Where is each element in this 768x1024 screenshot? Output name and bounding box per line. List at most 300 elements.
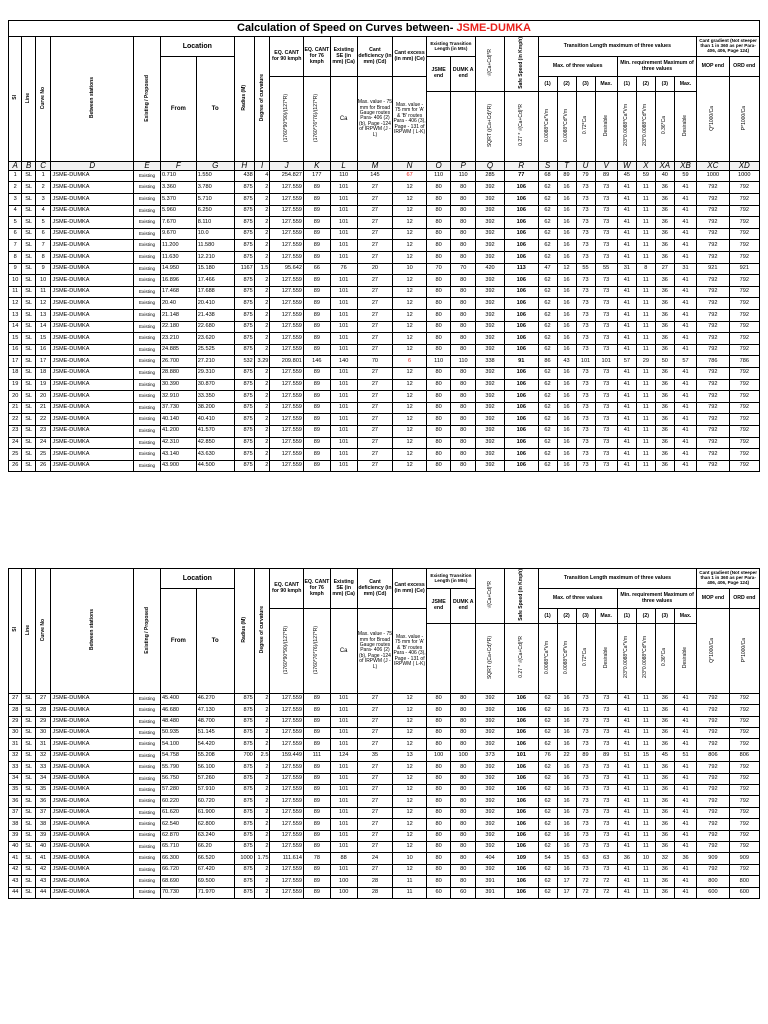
table-cell: 36 (655, 425, 674, 437)
table-cell: 80 (426, 182, 451, 194)
table-cell: SL (22, 228, 35, 240)
table-cell: 127.559 (270, 819, 304, 830)
table-cell: 792 (697, 367, 729, 379)
table-cell: 73 (576, 841, 595, 852)
col-line-header: Line (25, 624, 32, 635)
table-cell: 127.559 (270, 762, 304, 773)
col-location-header: Location (182, 575, 212, 582)
table-cell: 80 (451, 762, 476, 773)
table-cell: 27 (357, 773, 393, 784)
table-cell: 127.559 (270, 217, 304, 229)
table-cell: 41 (617, 217, 636, 229)
table-cell: 792 (697, 217, 729, 229)
table-cell: 101 (330, 693, 357, 704)
table-cell: 11 (636, 310, 655, 322)
title-prefix: Calculation of Speed on Curves between- (237, 22, 454, 34)
table-cell: 27 (357, 217, 393, 229)
table-cell: 73 (576, 310, 595, 322)
table-cell: 392 (475, 414, 504, 426)
table-cell: 41 (674, 379, 696, 391)
table-row (9, 841, 760, 852)
table-cell: 7 (35, 240, 51, 252)
table-cell: 41 (617, 344, 636, 356)
col-mop-header: MOP end (701, 594, 725, 601)
col-translen-header: Transition Length maximum of three values (563, 42, 671, 49)
table-cell: Existing (134, 217, 161, 229)
column-letter: K (303, 161, 330, 170)
table-cell: 127.559 (270, 379, 304, 391)
col-ord-header: ORD end (733, 594, 756, 601)
table-cell: 11 (636, 841, 655, 852)
table-cell: 792 (729, 217, 759, 229)
col-cenote-header: Max. value - 75 mm for 'A' & 'B' routes Para - 406 (3), Page - 131 of IRPWM ( L-K) (393, 633, 426, 667)
table-cell: 2 (254, 286, 270, 298)
table-cell: 100 (451, 750, 476, 761)
table-cell: 2 (254, 240, 270, 252)
table-cell: Existing (134, 170, 161, 182)
table-cell: 921 (729, 263, 759, 275)
table-cell: 62.800 (196, 819, 234, 830)
table-row (9, 367, 760, 379)
table-cell: 41 (674, 240, 696, 252)
table-cell: SL (22, 182, 35, 194)
table-cell: 73 (576, 275, 595, 287)
column-letter: F (160, 161, 196, 170)
table-cell: 89 (303, 705, 330, 716)
table-cell: 73 (576, 819, 595, 830)
table-cell: 7 (9, 240, 22, 252)
table-cell: 875 (234, 876, 254, 887)
table-cell: 875 (234, 796, 254, 807)
table-cell: 73 (576, 217, 595, 229)
table-cell: 73 (576, 449, 595, 461)
table-cell: 106 (505, 414, 539, 426)
table-cell: 100 (330, 876, 357, 887)
table-cell: 89 (303, 379, 330, 391)
table-cell: 27 (357, 182, 393, 194)
table-cell: 73 (576, 333, 595, 345)
table-cell: 78 (303, 853, 330, 864)
column-letter: U (576, 161, 595, 170)
table-cell: 101 (330, 728, 357, 739)
table-cell: 36 (655, 310, 674, 322)
table-cell: JSME-DUMKA (51, 887, 134, 898)
table-cell: 79 (576, 170, 595, 182)
table-cell: 60.220 (160, 796, 196, 807)
table-cell: 392 (475, 333, 504, 345)
column-letter: T (557, 161, 576, 170)
table-cell: 32 (655, 853, 674, 864)
table-cell: 11 (636, 240, 655, 252)
header-label: 0.72*Ca (582, 648, 589, 667)
table-cell: 80 (426, 785, 451, 796)
col-f90-header: (1760*90*90)/(127*R) (283, 94, 290, 143)
table-cell: 44 (35, 887, 51, 898)
table-cell: JSME-DUMKA (51, 182, 134, 194)
col-speedf-header: 0.27 * √(Ca+Cd)*R (517, 636, 524, 679)
table-cell: 42.310 (160, 437, 196, 449)
table-cell: 28 (357, 876, 393, 887)
table-cell: 73 (595, 391, 617, 403)
table-cell: 89 (303, 841, 330, 852)
table-cell: 12 (393, 728, 427, 739)
table-cell: 73 (576, 321, 595, 333)
table-cell: 19 (35, 379, 51, 391)
table-cell: 73 (595, 830, 617, 841)
table-cell: 101 (330, 402, 357, 414)
table-cell: 792 (697, 716, 729, 727)
table-cell: Existing (134, 205, 161, 217)
table-cell: 11 (636, 333, 655, 345)
table-cell: 2 (254, 228, 270, 240)
table-cell: JSME-DUMKA (51, 286, 134, 298)
header-label: 0.36*Ca (661, 116, 668, 135)
table-cell: Existing (134, 252, 161, 264)
table-cell: 73 (576, 182, 595, 194)
table-cell: 89 (303, 286, 330, 298)
table-cell: 209.801 (270, 356, 304, 368)
table-cell: 12 (393, 194, 427, 206)
table-cell: 110 (451, 170, 476, 182)
table-cell: 392 (475, 182, 504, 194)
table-cell: 875 (234, 830, 254, 841)
table-cell: SL (22, 762, 35, 773)
table-cell: 875 (234, 333, 254, 345)
table-cell: 80 (426, 460, 451, 472)
table-cell: 127.559 (270, 286, 304, 298)
table-cell: 3 (9, 194, 22, 206)
table-cell: 16 (557, 425, 576, 437)
table-cell: 106 (505, 252, 539, 264)
table-cell: 62 (538, 716, 557, 727)
table-cell: JSME-DUMKA (51, 460, 134, 472)
table-cell: 127.559 (270, 298, 304, 310)
table-cell: 12 (393, 402, 427, 414)
col-cd-header: Cant deficiency (in mm) (Cd) (358, 579, 392, 597)
table-cell: 17 (35, 356, 51, 368)
table-cell: 80 (451, 705, 476, 716)
column-letter: L (330, 161, 357, 170)
table-row (9, 344, 760, 356)
table-cell: 89 (303, 887, 330, 898)
table-cell: 875 (234, 762, 254, 773)
table-cell: SL (22, 864, 35, 875)
table-cell: JSME-DUMKA (51, 693, 134, 704)
table-cell: 73 (576, 739, 595, 750)
table-cell: SL (22, 298, 35, 310)
table-row (9, 876, 760, 887)
table-row (9, 425, 760, 437)
table-cell: 36 (655, 705, 674, 716)
table-cell: 80 (426, 864, 451, 875)
table-row (9, 449, 760, 461)
table-cell: 921 (697, 263, 729, 275)
table-cell: 80 (426, 205, 451, 217)
table-cell: 392 (475, 298, 504, 310)
col-speed-header: Safe Speed (in Kmph) (517, 569, 524, 621)
table-cell: 41 (617, 333, 636, 345)
table-cell: 106 (505, 425, 539, 437)
table-cell: 73 (595, 437, 617, 449)
table-cell: 2 (254, 773, 270, 784)
table-cell: 875 (234, 425, 254, 437)
table-cell: 41 (617, 298, 636, 310)
table-cell: 11 (636, 425, 655, 437)
col-f76-header: (1760*76*76)/(127*R) (313, 94, 320, 143)
header-label: Desirable (681, 114, 688, 136)
col-radius-header: Radius (M) (240, 85, 247, 111)
table-cell: 73 (595, 819, 617, 830)
table-cell: 792 (697, 762, 729, 773)
table-cell: 106 (505, 876, 539, 887)
table-cell: 127.559 (270, 785, 304, 796)
header-label: (1) (544, 80, 551, 87)
table-cell: 792 (697, 841, 729, 852)
table-cell: 101 (330, 830, 357, 841)
table-cell: 71.970 (196, 887, 234, 898)
table-cell: 106 (505, 333, 539, 345)
table-cell: 61.900 (196, 807, 234, 818)
table-cell: 12 (393, 367, 427, 379)
table-cell: JSME-DUMKA (51, 356, 134, 368)
table-cell: 600 (697, 887, 729, 898)
table-cell: 40 (35, 841, 51, 852)
table-cell: 786 (729, 356, 759, 368)
table-cell: 89 (303, 252, 330, 264)
table-cell: 89 (303, 310, 330, 322)
table-cell: 875 (234, 379, 254, 391)
table-cell: 41 (617, 414, 636, 426)
table-cell: 875 (234, 217, 254, 229)
curve-speed-table (8, 20, 760, 472)
table-cell: 80 (426, 298, 451, 310)
table-cell: 792 (697, 298, 729, 310)
table-cell: 12 (393, 739, 427, 750)
table-row (9, 321, 760, 333)
table-cell: 16 (35, 344, 51, 356)
table-cell: 36 (655, 739, 674, 750)
table-cell: 2 (254, 275, 270, 287)
col-existing-header: Existing / Proposed (143, 606, 150, 654)
table-row (9, 310, 760, 322)
table-cell: 62 (538, 819, 557, 830)
table-cell: 792 (697, 819, 729, 830)
table-cell: 62 (538, 705, 557, 716)
table-cell: 35 (9, 785, 22, 796)
table-cell: 73 (576, 344, 595, 356)
table-cell: 792 (697, 705, 729, 716)
table-cell: 23 (35, 425, 51, 437)
header-label: 0.0088*Cd*Vm (563, 640, 570, 674)
table-cell: 11 (636, 773, 655, 784)
table-cell: SL (22, 728, 35, 739)
table-cell: 89 (303, 217, 330, 229)
table-cell: 36 (655, 807, 674, 818)
table-cell: 12 (393, 205, 427, 217)
table-cell: 438 (234, 170, 254, 182)
table-cell: 5 (9, 217, 22, 229)
table-cell: 2 (9, 182, 22, 194)
table-cell: 875 (234, 275, 254, 287)
table-cell: 12 (393, 437, 427, 449)
table-cell: 80 (426, 807, 451, 818)
table-cell: 16 (557, 819, 576, 830)
table-cell: 67 (393, 170, 427, 182)
table-cell: 62 (538, 228, 557, 240)
table-cell: 792 (697, 379, 729, 391)
table-cell: 11 (636, 830, 655, 841)
table-cell: 12 (393, 785, 427, 796)
table-cell: 73 (576, 425, 595, 437)
table-cell: 73 (595, 728, 617, 739)
table-cell: 26 (9, 460, 22, 472)
table-cell: 41 (617, 796, 636, 807)
table-cell: 80 (451, 785, 476, 796)
table-cell: 41 (674, 228, 696, 240)
table-cell: 2 (254, 830, 270, 841)
col-to-header: To (211, 637, 219, 644)
table-cell: 392 (476, 819, 505, 830)
table-cell: 89 (303, 414, 330, 426)
table-cell: 2 (254, 425, 270, 437)
table-cell: 73 (595, 693, 617, 704)
table-cell: 11 (636, 194, 655, 206)
table-cell: 80 (426, 333, 451, 345)
table-cell: 62 (538, 762, 557, 773)
table-cell: 792 (729, 437, 759, 449)
table-cell: 106 (505, 402, 539, 414)
table-cell: 62 (538, 460, 557, 472)
table-cell: 2 (254, 298, 270, 310)
table-cell: 16 (557, 344, 576, 356)
column-letter: D (51, 161, 134, 170)
table-cell: 3.29 (254, 356, 270, 368)
sheet-title (9, 21, 760, 37)
col-eq90-header: EQ. CANT for 90 kmph (271, 582, 302, 594)
table-cell: 106 (505, 705, 539, 716)
table-cell: 22 (557, 750, 576, 761)
table-cell: 106 (505, 830, 539, 841)
table-cell: 73 (595, 841, 617, 852)
table-cell: 54.758 (160, 750, 196, 761)
table-cell: 41 (674, 275, 696, 287)
table-cell: 41 (617, 275, 636, 287)
table-cell: Existing (134, 887, 161, 898)
table-cell: 24.885 (160, 344, 196, 356)
table-cell: 106 (505, 228, 539, 240)
table-cell: 89 (595, 170, 617, 182)
table-cell: 12 (393, 705, 427, 716)
table-cell: 11 (636, 460, 655, 472)
table-cell: JSME-DUMKA (51, 240, 134, 252)
table-cell: 101 (330, 819, 357, 830)
table-cell: 1000 (729, 170, 759, 182)
table-cell: 29 (35, 716, 51, 727)
table-cell: 16 (557, 321, 576, 333)
table-cell: 46.270 (196, 693, 234, 704)
table-cell: 792 (729, 321, 759, 333)
table-cell: JSME-DUMKA (51, 437, 134, 449)
header-label: 2/3*0.0088*Ca*Vm (623, 636, 630, 679)
table-cell: 62 (538, 841, 557, 852)
table-cell: Existing (134, 240, 161, 252)
table-cell: 875 (234, 773, 254, 784)
table-cell: 12 (393, 864, 427, 875)
table-row (9, 414, 760, 426)
table-cell: 80 (451, 693, 476, 704)
table-row (9, 716, 760, 727)
table-cell: 875 (234, 460, 254, 472)
table-cell: 41 (617, 830, 636, 841)
table-cell: 80 (451, 298, 476, 310)
table-cell: 12 (393, 460, 427, 472)
table-row (9, 275, 760, 287)
table-cell: SL (22, 785, 35, 796)
table-cell: 11 (636, 437, 655, 449)
table-cell: 2 (254, 333, 270, 345)
table-cell: JSME-DUMKA (51, 716, 134, 727)
table-cell: 73 (595, 252, 617, 264)
col-f90-header: (1760*90*90)/(127*R) (283, 626, 290, 675)
table-cell: 3.780 (196, 182, 234, 194)
table-cell: 73 (595, 807, 617, 818)
table-cell: 31 (674, 263, 696, 275)
table-cell: 12 (393, 310, 427, 322)
table-cell: 127.559 (270, 240, 304, 252)
table-cell: 62 (538, 379, 557, 391)
table-cell: 43 (557, 356, 576, 368)
table-cell: 875 (234, 807, 254, 818)
table-cell: 13 (9, 310, 22, 322)
table-cell: 73 (576, 367, 595, 379)
table-cell: 41 (617, 379, 636, 391)
table-cell: 786 (697, 356, 729, 368)
table-cell: 11 (636, 379, 655, 391)
table-cell: 2 (254, 252, 270, 264)
table-cell: 28 (357, 887, 393, 898)
table-cell: 111 (303, 750, 330, 761)
table-cell: 5.370 (160, 194, 196, 206)
table-cell: 127.559 (270, 402, 304, 414)
table-cell: 55 (576, 263, 595, 275)
table-cell: 48.700 (196, 716, 234, 727)
table-cell: 16 (557, 379, 576, 391)
table-cell: 21 (35, 402, 51, 414)
table-cell: 73 (595, 275, 617, 287)
table-cell: 101 (330, 705, 357, 716)
table-cell: 73 (595, 762, 617, 773)
table-cell: 11 (636, 252, 655, 264)
table-cell: 373 (476, 750, 505, 761)
table-cell: 80 (451, 252, 476, 264)
table-cell: 24 (35, 437, 51, 449)
table-cell: 36 (655, 449, 674, 461)
table-cell: 15 (636, 750, 655, 761)
table-cell: 14 (35, 321, 51, 333)
table-cell: 89 (557, 170, 576, 182)
table-cell: 875 (234, 321, 254, 333)
table-cell: Existing (134, 841, 161, 852)
table-cell: 57.910 (196, 785, 234, 796)
table-cell: 36 (655, 876, 674, 887)
table-row (9, 298, 760, 310)
table-cell: 73 (595, 449, 617, 461)
table-cell: 4 (35, 205, 51, 217)
table-cell: 27 (357, 819, 393, 830)
table-cell: 33.350 (196, 391, 234, 403)
table-cell: 41 (674, 194, 696, 206)
table-cell: 16 (557, 693, 576, 704)
